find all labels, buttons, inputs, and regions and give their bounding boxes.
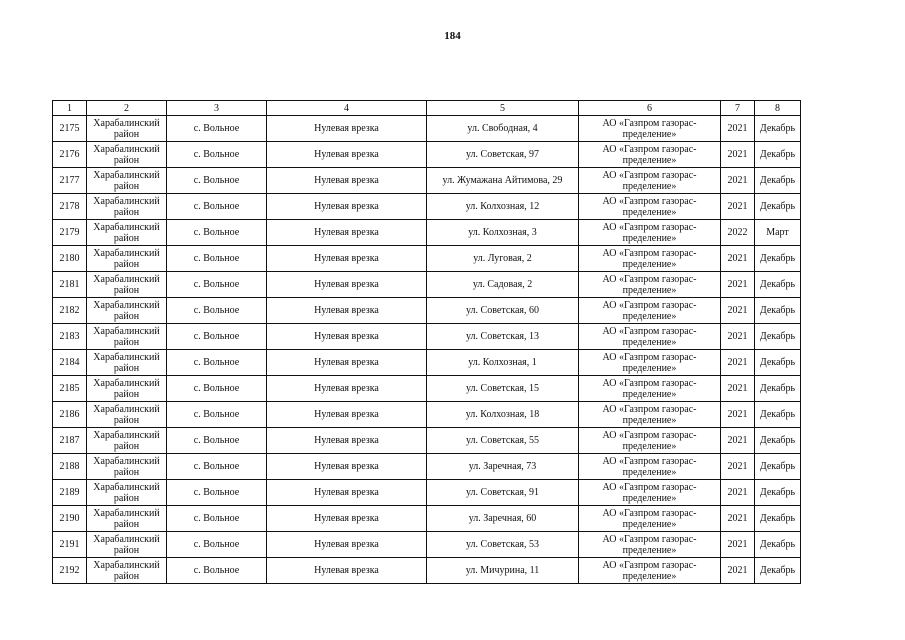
cell-address: ул. Заречная, 60 [427,506,579,532]
table-row [53,220,801,246]
cell-number: 2177 [53,168,87,194]
cell-month: Декабрь [755,142,801,168]
cell-number: 2182 [53,298,87,324]
cell-district: Харабалинский район [87,246,167,272]
cell-organization: АО «Газпром газорас-пределение» [579,194,721,220]
table-row [53,168,801,194]
cell-address: ул. Жумажана Айтимова, 29 [427,168,579,194]
cell-month: Декабрь [755,454,801,480]
cell-number: 2175 [53,116,87,142]
cell-year: 2021 [721,532,755,558]
table-row [53,194,801,220]
cell-number: 2181 [53,272,87,298]
cell-month: Декабрь [755,194,801,220]
cell-district: Харабалинский район [87,480,167,506]
cell-settlement: с. Вольное [167,558,267,584]
table-row [53,246,801,272]
cell-year: 2021 [721,246,755,272]
cell-address: ул. Советская, 13 [427,324,579,350]
cell-number: 2176 [53,142,87,168]
cell-settlement: с. Вольное [167,324,267,350]
cell-settlement: с. Вольное [167,532,267,558]
cell-district: Харабалинский район [87,506,167,532]
cell-address: ул. Колхозная, 1 [427,350,579,376]
cell-organization: АО «Газпром газорас-пределение» [579,350,721,376]
table-row [53,402,801,428]
cell-month: Декабрь [755,324,801,350]
table-row [53,298,801,324]
cell-work-type: Нулевая врезка [267,324,427,350]
cell-work-type: Нулевая врезка [267,480,427,506]
cell-work-type: Нулевая врезка [267,376,427,402]
cell-year: 2021 [721,272,755,298]
cell-district: Харабалинский район [87,220,167,246]
cell-year: 2021 [721,480,755,506]
cell-settlement: с. Вольное [167,142,267,168]
header-cell-6: 6 [579,101,721,116]
cell-settlement: с. Вольное [167,454,267,480]
table-row [53,428,801,454]
cell-year: 2022 [721,220,755,246]
cell-year: 2021 [721,402,755,428]
cell-month: Декабрь [755,350,801,376]
header-cell-4: 4 [267,101,427,116]
table-row [53,116,801,142]
cell-organization: АО «Газпром газорас-пределение» [579,116,721,142]
cell-year: 2021 [721,558,755,584]
cell-settlement: с. Вольное [167,402,267,428]
cell-number: 2184 [53,350,87,376]
cell-number: 2191 [53,532,87,558]
cell-number: 2190 [53,506,87,532]
cell-month: Декабрь [755,402,801,428]
cell-organization: АО «Газпром газорас-пределение» [579,506,721,532]
cell-month: Декабрь [755,116,801,142]
cell-year: 2021 [721,428,755,454]
cell-address: ул. Советская, 15 [427,376,579,402]
table-body [53,116,801,584]
cell-settlement: с. Вольное [167,168,267,194]
cell-work-type: Нулевая врезка [267,454,427,480]
cell-month: Декабрь [755,298,801,324]
cell-year: 2021 [721,324,755,350]
cell-organization: АО «Газпром газорас-пределение» [579,376,721,402]
cell-work-type: Нулевая врезка [267,402,427,428]
cell-organization: АО «Газпром газорас-пределение» [579,324,721,350]
cell-month: Декабрь [755,428,801,454]
cell-number: 2189 [53,480,87,506]
cell-work-type: Нулевая врезка [267,168,427,194]
cell-number: 2185 [53,376,87,402]
cell-year: 2021 [721,116,755,142]
cell-organization: АО «Газпром газорас-пределение» [579,142,721,168]
cell-year: 2021 [721,194,755,220]
cell-district: Харабалинский район [87,402,167,428]
cell-month: Декабрь [755,558,801,584]
cell-organization: АО «Газпром газорас-пределение» [579,532,721,558]
cell-number: 2187 [53,428,87,454]
cell-settlement: с. Вольное [167,298,267,324]
cell-district: Харабалинский район [87,532,167,558]
cell-year: 2021 [721,168,755,194]
header-cell-2: 2 [87,101,167,116]
cell-work-type: Нулевая врезка [267,272,427,298]
cell-organization: АО «Газпром газорас-пределение» [579,246,721,272]
cell-district: Харабалинский район [87,324,167,350]
cell-district: Харабалинский район [87,194,167,220]
cell-address: ул. Советская, 60 [427,298,579,324]
cell-work-type: Нулевая врезка [267,428,427,454]
cell-settlement: с. Вольное [167,220,267,246]
cell-number: 2180 [53,246,87,272]
cell-district: Харабалинский район [87,272,167,298]
cell-year: 2021 [721,506,755,532]
header-cell-3: 3 [167,101,267,116]
cell-address: ул. Советская, 97 [427,142,579,168]
cell-organization: АО «Газпром газорас-пределение» [579,402,721,428]
cell-work-type: Нулевая врезка [267,142,427,168]
cell-month: Декабрь [755,532,801,558]
table-row [53,376,801,402]
cell-work-type: Нулевая врезка [267,246,427,272]
cell-address: ул. Колхозная, 12 [427,194,579,220]
cell-address: ул. Луговая, 2 [427,246,579,272]
cell-year: 2021 [721,350,755,376]
cell-address: ул. Советская, 91 [427,480,579,506]
table-row [53,558,801,584]
table-row [53,142,801,168]
header-cell-5: 5 [427,101,579,116]
cell-address: ул. Колхозная, 3 [427,220,579,246]
table-row [53,272,801,298]
cell-organization: АО «Газпром газорас-пределение» [579,168,721,194]
cell-district: Харабалинский район [87,116,167,142]
cell-district: Харабалинский район [87,558,167,584]
cell-settlement: с. Вольное [167,376,267,402]
cell-organization: АО «Газпром газорас-пределение» [579,480,721,506]
cell-number: 2178 [53,194,87,220]
cell-month: Декабрь [755,168,801,194]
table-row [53,506,801,532]
cell-work-type: Нулевая врезка [267,194,427,220]
cell-month: Март [755,220,801,246]
cell-address: ул. Мичурина, 11 [427,558,579,584]
cell-number: 2186 [53,402,87,428]
cell-organization: АО «Газпром газорас-пределение» [579,558,721,584]
cell-month: Декабрь [755,506,801,532]
cell-address: ул. Колхозная, 18 [427,402,579,428]
cell-organization: АО «Газпром газорас-пределение» [579,272,721,298]
cell-settlement: с. Вольное [167,116,267,142]
table-row [53,454,801,480]
cell-work-type: Нулевая врезка [267,350,427,376]
cell-year: 2021 [721,142,755,168]
cell-address: ул. Свободная, 4 [427,116,579,142]
cell-address: ул. Советская, 55 [427,428,579,454]
cell-month: Декабрь [755,480,801,506]
cell-year: 2021 [721,298,755,324]
cell-settlement: с. Вольное [167,480,267,506]
cell-settlement: с. Вольное [167,506,267,532]
cell-district: Харабалинский район [87,454,167,480]
cell-district: Харабалинский район [87,142,167,168]
cell-number: 2188 [53,454,87,480]
cell-organization: АО «Газпром газорас-пределение» [579,454,721,480]
cell-district: Харабалинский район [87,376,167,402]
cell-work-type: Нулевая врезка [267,116,427,142]
header-cell-8: 8 [755,101,801,116]
cell-month: Декабрь [755,272,801,298]
cell-number: 2183 [53,324,87,350]
registry-table [52,100,801,584]
cell-work-type: Нулевая врезка [267,532,427,558]
table-row [53,350,801,376]
cell-work-type: Нулевая врезка [267,298,427,324]
cell-number: 2179 [53,220,87,246]
cell-number: 2192 [53,558,87,584]
cell-year: 2021 [721,454,755,480]
cell-year: 2021 [721,376,755,402]
cell-settlement: с. Вольное [167,428,267,454]
cell-settlement: с. Вольное [167,272,267,298]
cell-work-type: Нулевая врезка [267,220,427,246]
page-number: 184 [444,30,461,42]
cell-organization: АО «Газпром газорас-пределение» [579,220,721,246]
cell-month: Декабрь [755,246,801,272]
cell-settlement: с. Вольное [167,350,267,376]
cell-month: Декабрь [755,376,801,402]
cell-address: ул. Советская, 53 [427,532,579,558]
cell-district: Харабалинский район [87,168,167,194]
cell-settlement: с. Вольное [167,194,267,220]
cell-address: ул. Заречная, 73 [427,454,579,480]
cell-district: Харабалинский район [87,428,167,454]
table-row [53,480,801,506]
cell-organization: АО «Газпром газорас-пределение» [579,428,721,454]
header-cell-7: 7 [721,101,755,116]
cell-work-type: Нулевая врезка [267,558,427,584]
table-row [53,324,801,350]
cell-address: ул. Садовая, 2 [427,272,579,298]
cell-settlement: с. Вольное [167,246,267,272]
cell-district: Харабалинский район [87,350,167,376]
cell-district: Харабалинский район [87,298,167,324]
header-row [53,101,801,116]
header-cell-1: 1 [53,101,87,116]
table-header [53,101,801,116]
cell-work-type: Нулевая врезка [267,506,427,532]
cell-organization: АО «Газпром газорас-пределение» [579,298,721,324]
table-row [53,532,801,558]
